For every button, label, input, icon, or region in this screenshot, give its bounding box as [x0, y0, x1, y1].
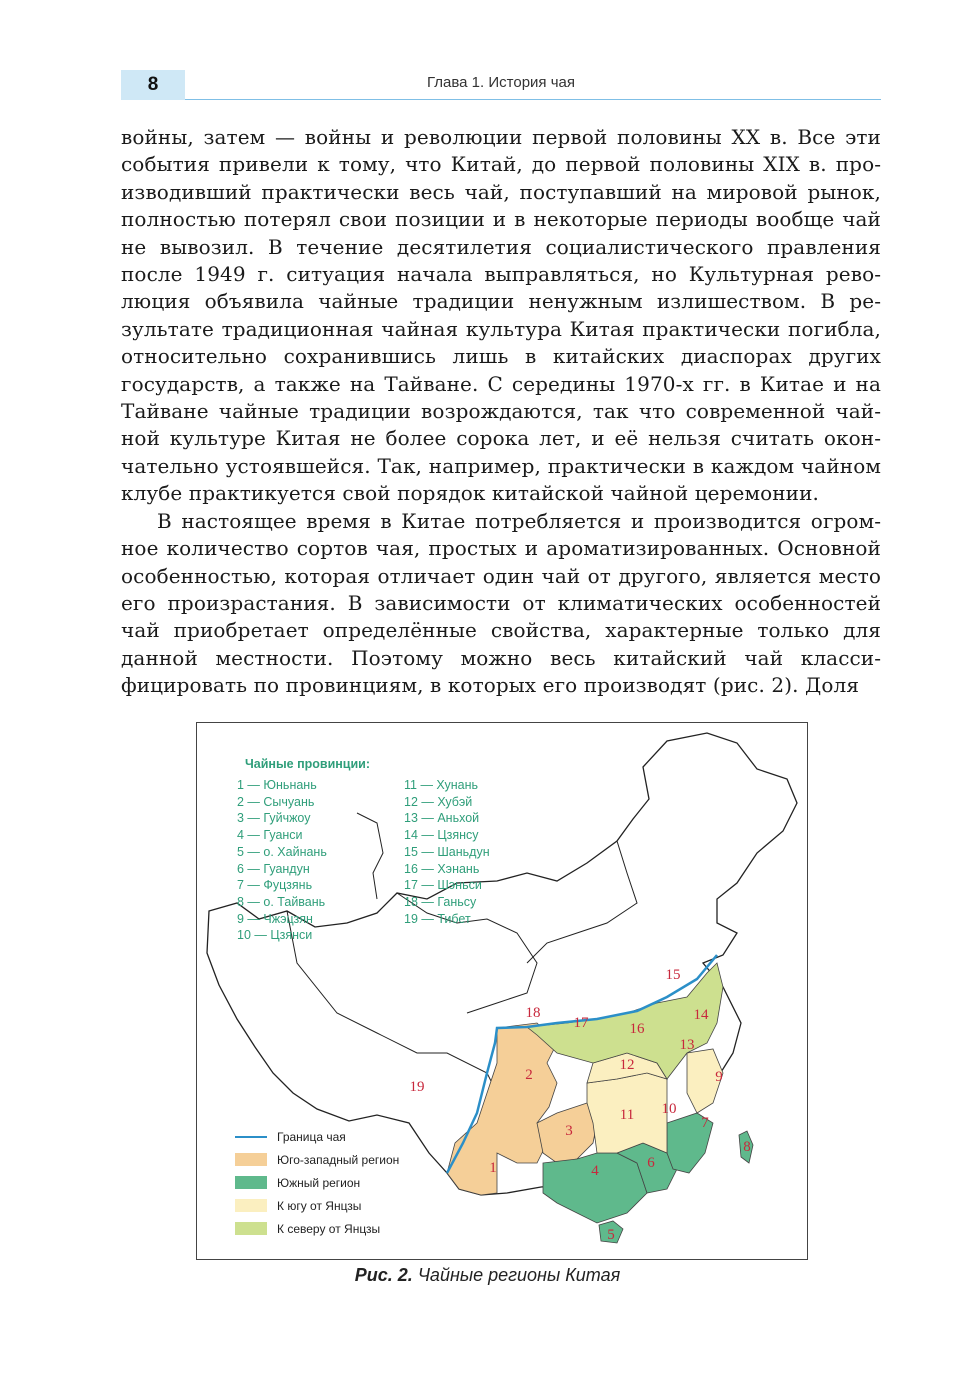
province-item: 13 — Аньхой: [404, 811, 480, 826]
province-item: 10 — Цзянси: [237, 928, 313, 943]
key-label: Граница чая: [277, 1129, 346, 1144]
key-label: Юго-западный регион: [277, 1152, 400, 1167]
map-number: 15: [665, 967, 681, 983]
province-item: 5 — о. Хайнань: [237, 844, 327, 859]
north-yangtze-swatch: [235, 1222, 267, 1235]
map-number: 1: [489, 1160, 497, 1176]
province-item: 6 — Гуандун: [237, 861, 310, 876]
province-item: 18 — Ганьсу: [404, 894, 477, 909]
map-number: 4: [591, 1163, 599, 1179]
page-number: 8: [121, 70, 185, 100]
body-text: [121, 124, 881, 700]
key-tea-border: [235, 1125, 399, 1148]
province-item: 12 — Хубэй: [404, 794, 473, 809]
paragraph: войны, затем — войны и революции первой половины XX в. Все эти события привели к тому, что Китай, до первой половины XIX в. производивший практически весь чай, поступавший на мировой рынок, полностью потерял свои позиции и в некоторые периоды вообще чай не вывозил. В течение десятилетия социалистического правления после 1949 г. ситуация начала выправляться, но Культурная революция объявила чайные традиции ненужным излишеством. В результате традиционная чайная культура Китая практически погибла, относительно сохранившись лишь в китайских диаспорах других государств, а также на Тайване. С середины 1970-х гг. в Китае и на Тайване чайные традиции возрождаются, так что современной чайной культуре Китая не более сорока лет, и её нельзя считать окончательно устоявшейся. Так, например, практически в каждом чайном клубе практикуется свой порядок китайской чайной церемонии.: [121, 125, 881, 506]
province-list-2: [404, 777, 490, 927]
map-number: 19: [409, 1079, 425, 1095]
map-number: 8: [743, 1139, 751, 1155]
province-item: 11 — Хунань: [404, 778, 479, 792]
key-southwest: [235, 1148, 399, 1171]
map-number: 10: [661, 1101, 677, 1117]
key-south-yangtze: [235, 1194, 399, 1217]
province-item: 16 — Хэнань: [404, 861, 480, 876]
border-line-swatch: [235, 1136, 267, 1138]
southwest-swatch: [235, 1153, 267, 1166]
map-number: 11: [619, 1107, 635, 1123]
map-number: 5: [607, 1227, 615, 1243]
map-number: 17: [573, 1015, 589, 1031]
province-item: 14 — Цзянсу: [404, 828, 479, 843]
figure-caption: [0, 1265, 975, 1286]
inner-border: [357, 813, 383, 899]
key-south: [235, 1171, 399, 1194]
key-label: К северу от Янцзы: [277, 1221, 381, 1236]
map-number: 6: [647, 1155, 655, 1171]
province-item: 15 — Шаньдун: [404, 844, 490, 859]
page-header: [121, 70, 881, 100]
map-number: 13: [679, 1037, 695, 1053]
province-item: 8 — о. Тайвань: [237, 894, 326, 909]
south-yangtze-swatch: [235, 1199, 267, 1212]
key-north-yangtze: [235, 1217, 399, 1240]
legend-title: Чайные провинции:: [245, 757, 371, 771]
province-item: 3 — Гуйчжоу: [237, 811, 311, 826]
map-number: 12: [619, 1057, 635, 1073]
map-number: 2: [525, 1067, 533, 1083]
province-item: 2 — Сычуань: [237, 794, 315, 809]
map-number: 7: [701, 1115, 709, 1131]
province-item: 17 — Шэньси: [404, 878, 482, 893]
header-rule: [185, 99, 881, 100]
province-item: 9 — Чжэцзян: [237, 911, 313, 926]
map-number: 18: [525, 1005, 541, 1021]
province-item: 7 — Фуцзянь: [237, 878, 313, 893]
map-number: 9: [715, 1069, 723, 1085]
map-number: 14: [693, 1007, 709, 1023]
caption-label: Рис. 2.: [354, 1265, 413, 1285]
paragraph: В настоящее время в Китае потребляется и производится огромное количество сортов чая, простых и ароматизированных. Основной особенностью, которая отличает один чай от другого, является место его произрастания. В зависимости от климатических особенностей чай приобретает определённые свойства, характерные только для данной местности. Поэтому можно весь китайский чай классифицировать по провинциям, в которых его производят (рис. 2). Доля: [121, 508, 881, 698]
province-item: 19 — Тибет: [404, 911, 471, 926]
chapter-title: Глава 1. История чая: [427, 74, 575, 91]
caption-text: Чайные регионы Китая: [417, 1265, 621, 1285]
map-number: 16: [629, 1021, 645, 1037]
region-southwest: [447, 1023, 557, 1195]
key-label: К югу от Янцзы: [277, 1198, 362, 1213]
map-key: [235, 1125, 399, 1240]
inner-border: [527, 841, 637, 963]
south-swatch: [235, 1176, 267, 1189]
tea-regions-map: [196, 722, 808, 1260]
key-label: Южный регион: [277, 1175, 361, 1190]
province-item: 4 — Гуанси: [237, 828, 303, 843]
province-item: 1 — Юньнань: [237, 778, 317, 792]
map-number: 3: [565, 1123, 573, 1139]
province-list-1: [237, 777, 327, 944]
